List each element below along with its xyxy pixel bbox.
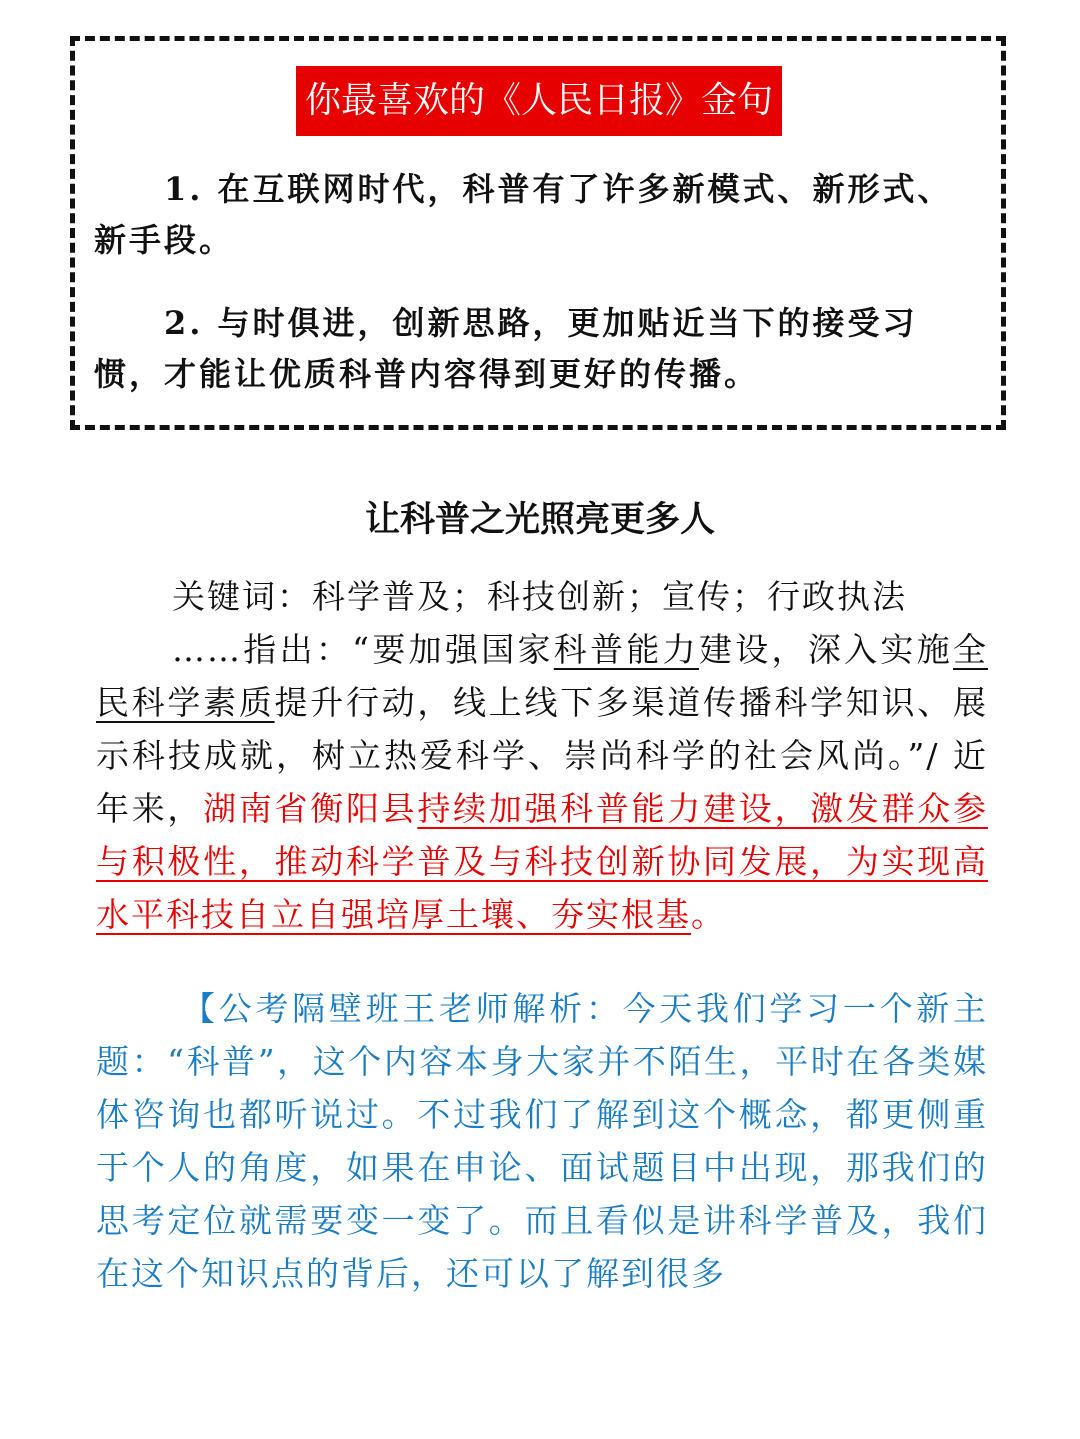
- highlight-underlined-sentence: 持续加强科普能力建设，激发群众参与积极性，推动科学普及与科技创新协同发展，为实现高水平科技自立自强培厚土壤、夯实根基: [96, 789, 989, 934]
- article-title: 让科普之光照亮更多人: [364, 499, 715, 540]
- highlight-period: 。: [691, 895, 726, 934]
- body-text-3: 提升行动，线上线下多渠道传播科学知识、展示科技成就，树立热爱科学、崇尚科学的社会风尚。”/ 近年来，: [96, 683, 989, 828]
- quote-item-1: 1. 在互联网时代，科普有了许多新模式、新形式、新手段。: [94, 170, 953, 259]
- highlight-location: 湖南省衡阳县: [203, 789, 418, 828]
- quote-box-title: 你最喜欢的《人民日报》金句: [296, 66, 782, 136]
- underlined-phrase-kepu-nengli: 科普能力: [553, 630, 699, 669]
- article-body: [96, 623, 988, 941]
- article-keywords: 关键词：科学普及；科技创新；宣传；行政执法: [172, 577, 907, 616]
- quote-item-2: 2. 与时俱进，创新思路，更加贴近当下的接受习惯，才能让优质科普内容得到更好的传播。: [94, 304, 918, 393]
- underlined-phrase-quanmin-suzhi: 全民科学素质: [96, 630, 989, 722]
- body-text-1: ……指出：“要加强国家: [172, 630, 554, 669]
- body-text-2: 建设，深入实施: [698, 630, 954, 669]
- teacher-analysis: 【公考隔壁班王老师解析：今天我们学习一个新主题：“科普”，这个内容本身大家并不陌生，平时在各类媒体咨询也都听说过。不过我们了解到这个概念，都更侧重于个人的角度，如果在申论、面试题目中出现，那我们的思考定位就需要变一变了。而且看似是讲科学普及，我们在这个知识点的背后，还可以了解到很多: [96, 989, 988, 1293]
